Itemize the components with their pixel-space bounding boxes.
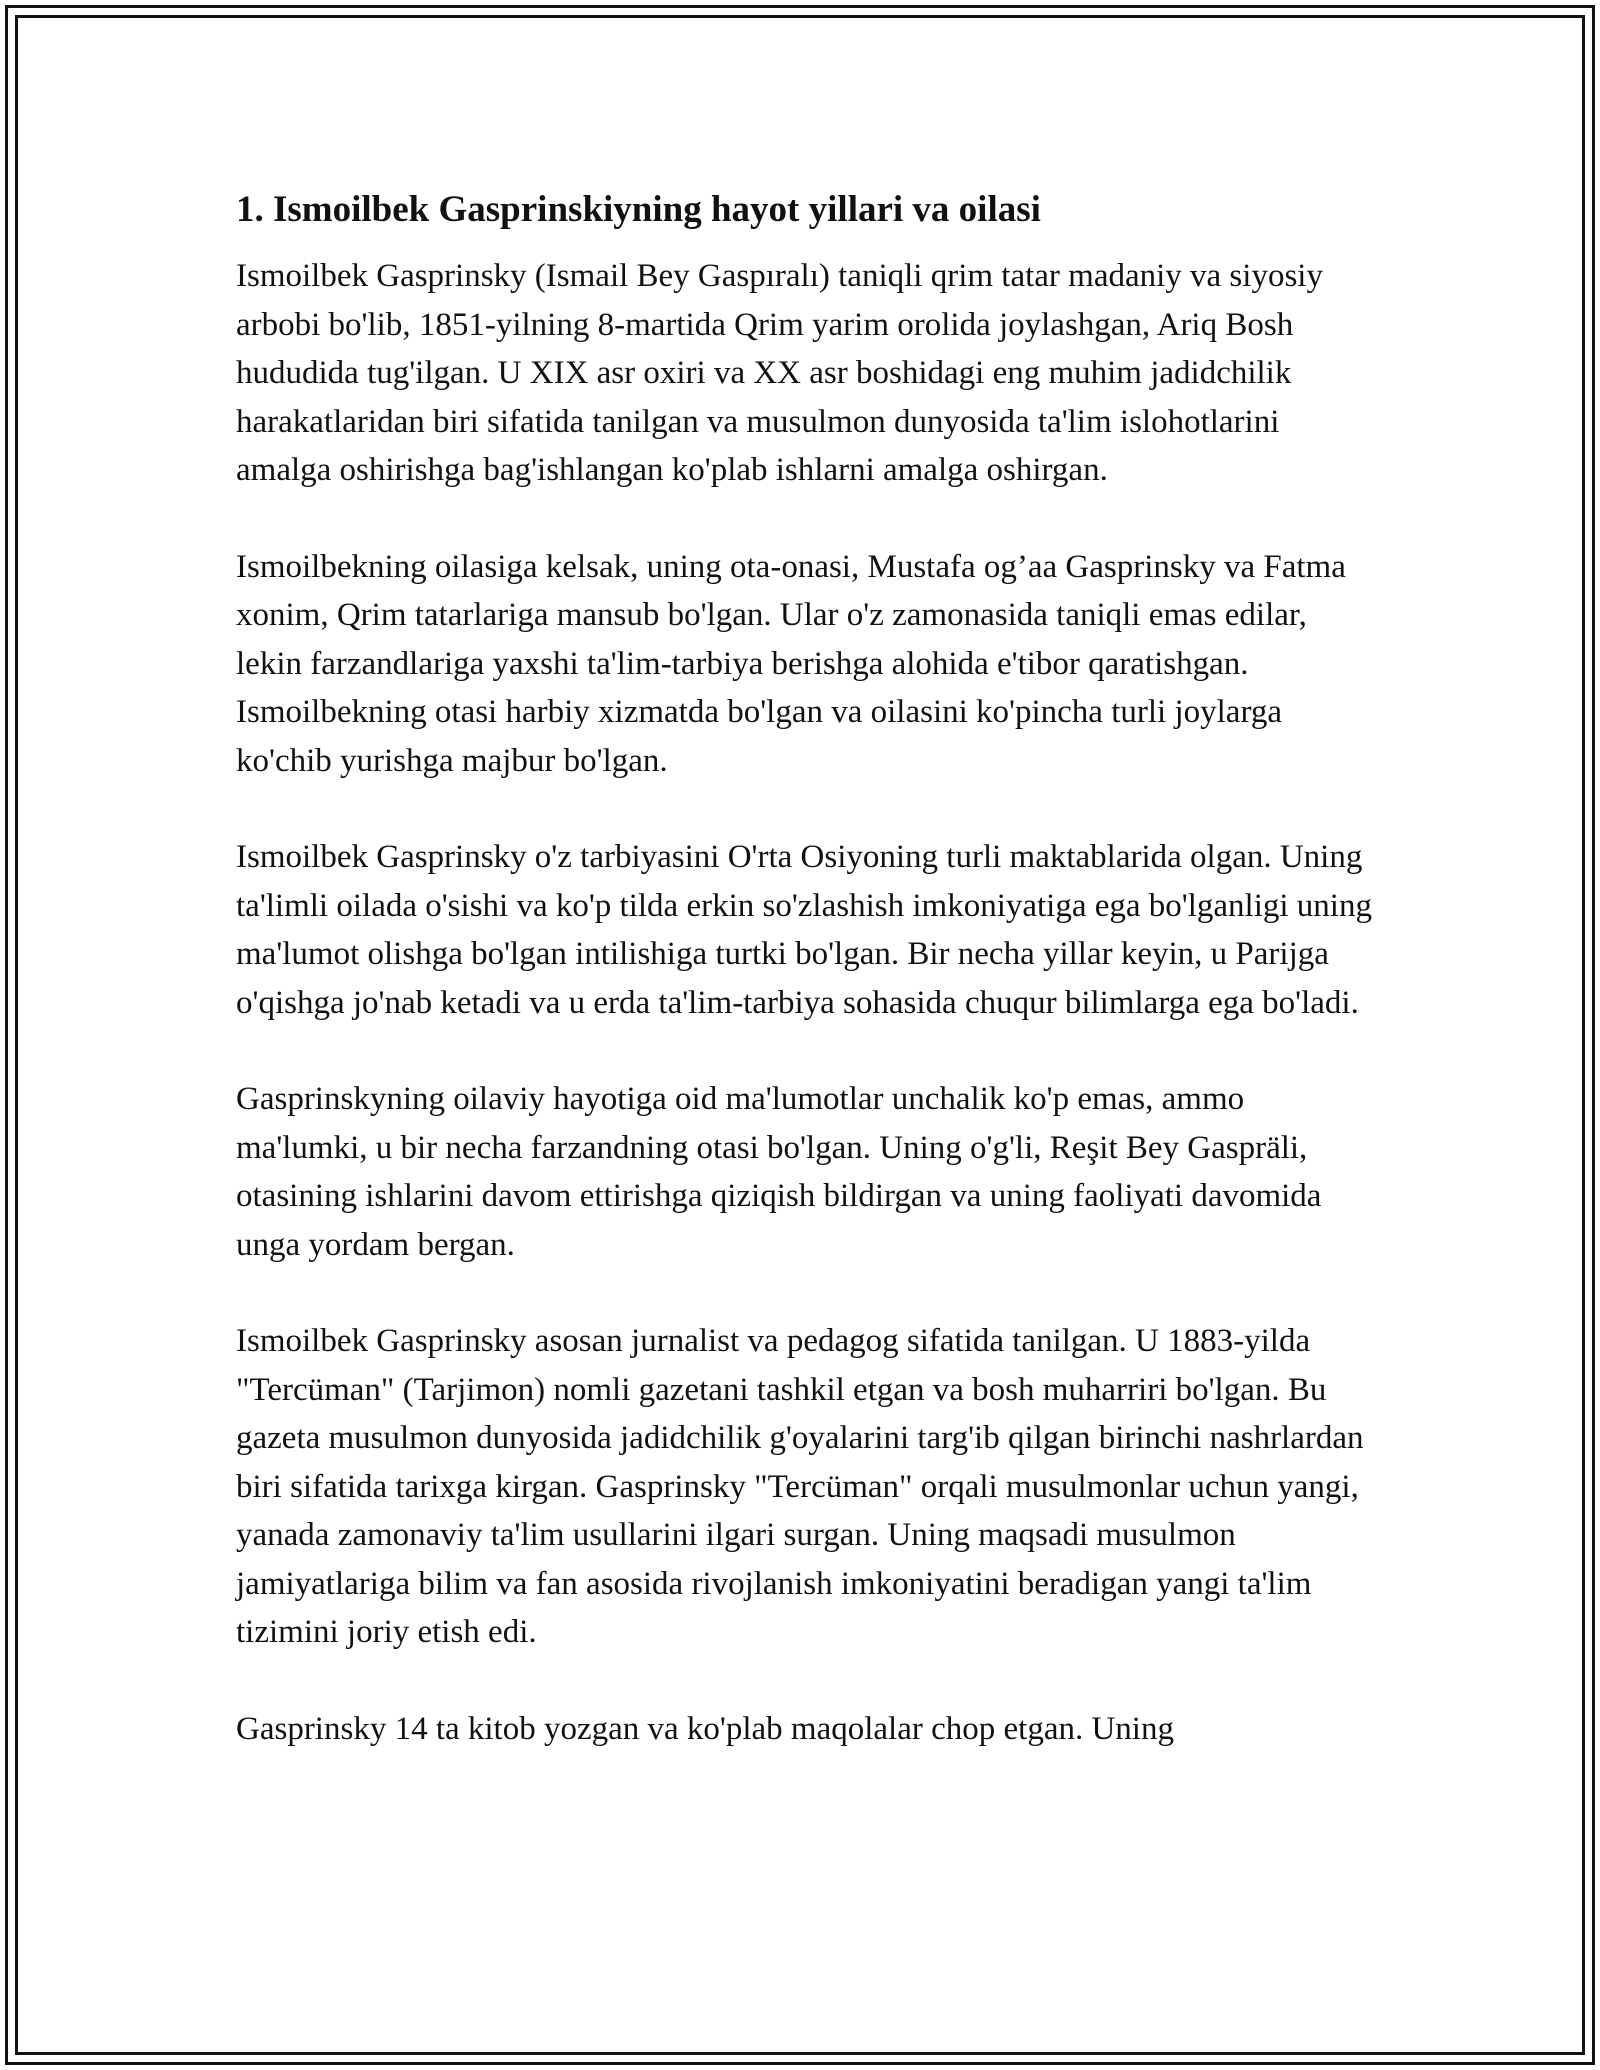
paragraph-education: Ismoilbek Gasprinsky o'z tarbiyasini O'rta Osiyoning turli maktablarida olgan. Uning ta'limli oilada o'sishi va ko'p tilda erkin so'zlashish imkoniyatiga ega bo'lganligi uning ma'lumot olishga bo'lgan intilishiga turtki bo'lgan. Bir necha yillar keyin, u Parijga o'qishga jo'nab ketadi va u erda ta'lim-tarbiya sohasida chuqur bilimlarga ega bo'ladi.: [236, 839, 1372, 1021]
paragraph-parents: Ismoilbekning oilasiga kelsak, uning ota-onasi, Mustafa og’aa Gasprinsky va Fatma xonim, Qrim tatarlariga mansub bo'lgan. Ular o'z zamonasida taniqli emas edilar, lekin farzandlariga yaxshi ta'lim-tarbiya berishga alohida e'tibor qaratishgan. Ismoilbekning otasi harbiy xizmatda bo'lgan va oilasini ko'pincha turli joylarga ko'chib yurishga majbur bo'lgan.: [236, 548, 1346, 779]
paragraph-birth: Ismoilbek Gasprinsky (Ismail Bey Gaspıralı) taniqli qrim tatar madaniy va siyosiy arbobi bo'lib, 1851-yilning 8-martida Qrim yarim orolida joylashgan, Ariq Bosh hududida tug'ilgan. U XIX asr oxiri va XX asr boshidagi eng muhim jadidchilik harakatlaridan biri sifatida tanilgan va musulmon dunyosida ta'lim islohotlarini amalga oshirishga bag'ishlangan ko'plab ishlarni amalga oshirgan.: [236, 258, 1323, 488]
paragraph-books: Gasprinsky 14 ta kitob yozgan va ko'plab maqolalar chop etgan. Uning: [236, 1710, 1174, 1747]
document-body: [236, 186, 1376, 1801]
section-heading: 1. Ismoilbek Gasprinskiyning hayot yillari va oilasi: [236, 189, 1041, 230]
paragraph-journalism: Ismoilbek Gasprinsky asosan jurnalist va pedagog sifatida tanilgan. U 1883-yilda "Tercüman" (Tarjimon) nomli gazetani tashkil etgan va bosh muharriri bo'lgan. Bu gazeta musulmon dunyosida jadidchilik g'oyalarini targ'ib qilgan birinchi nashrlardan biri sifatida tarixga kirgan. Gasprinsky "Tercüman" orqali musulmonlar uchun yangi, yanada zamonaviy ta'lim usullarini ilgari surgan. Uning maqsadi musulmon jamiyatlariga bilim va fan asosida rivojlanish imkoniyatini beradigan yangi ta'lim tizimini joriy etish edi.: [236, 1323, 1364, 1650]
paragraph-family-life: Gasprinskyning oilaviy hayotiga oid ma'lumotlar unchalik ko'p emas, ammo ma'lumki, u bir necha farzandning otasi bo'lgan. Uning o'g'li, Reşit Bey Gaspräli, otasining ishlarini davom ettirishga qiziqish bildirgan va uning faoliyati davomida unga yordam bergan.: [236, 1081, 1322, 1263]
